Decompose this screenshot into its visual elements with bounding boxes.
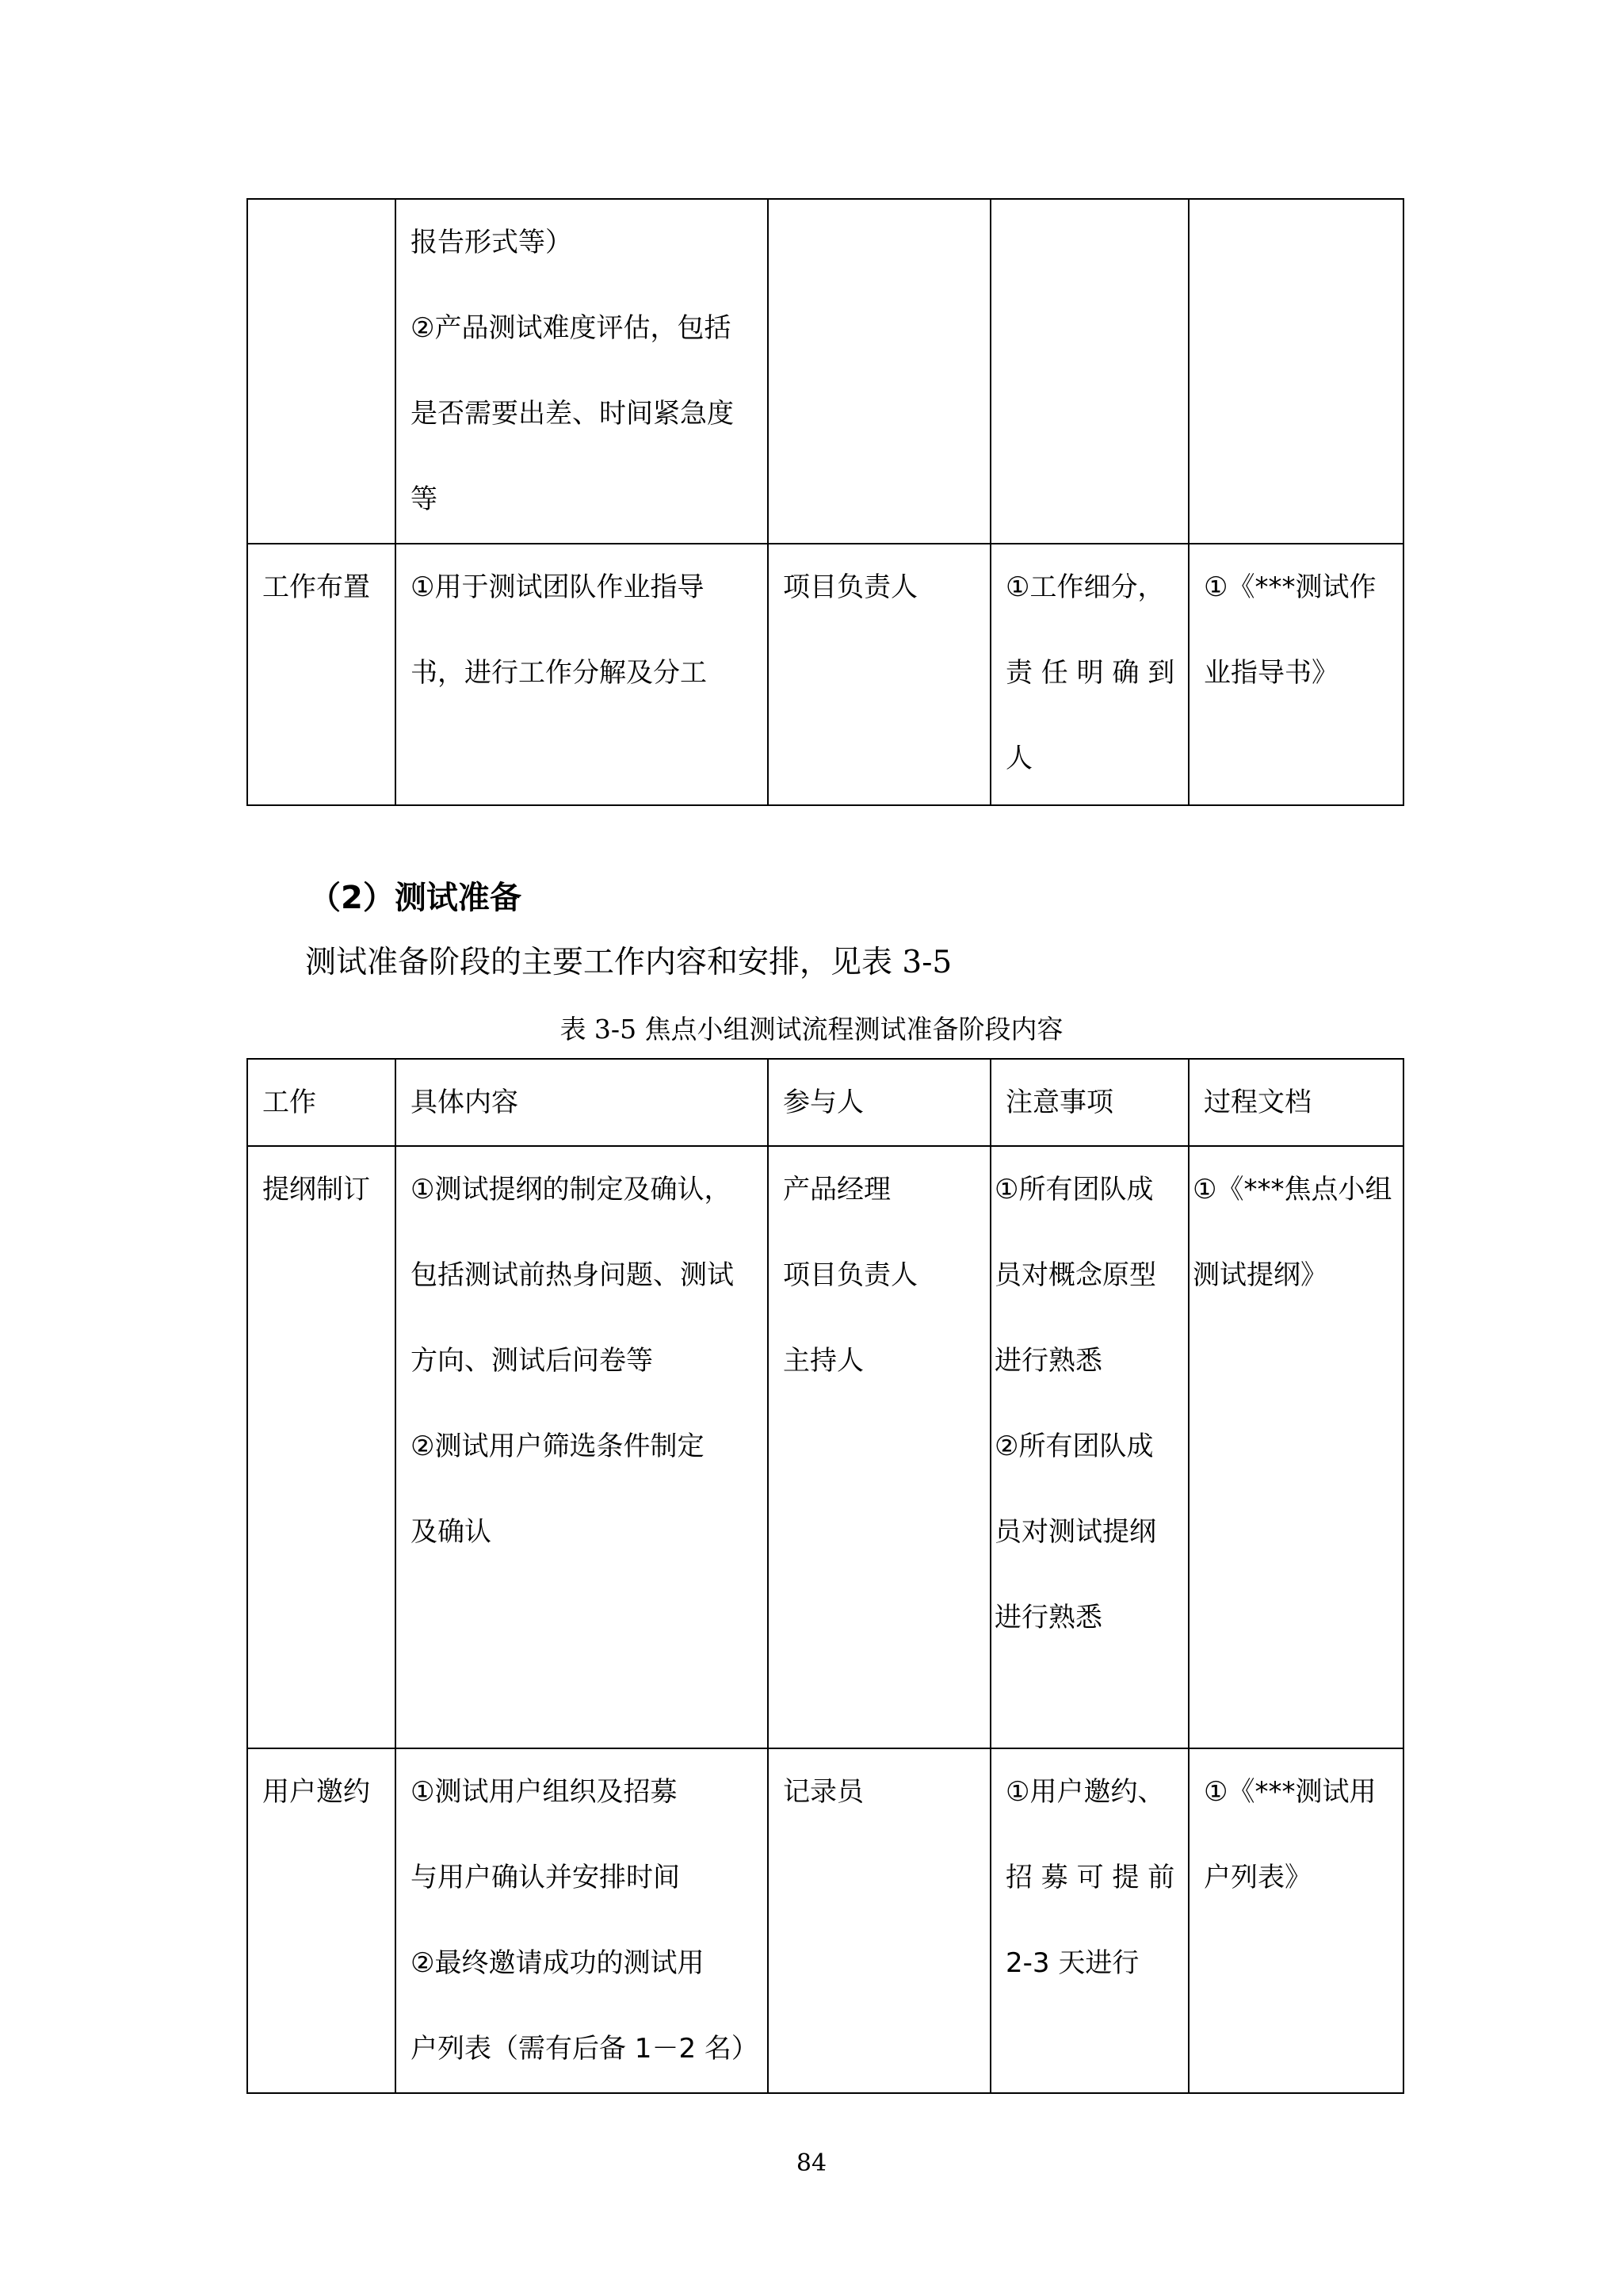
cell-line: 产品经理 xyxy=(783,1174,891,1205)
section-heading: （2）测试准备 xyxy=(309,880,521,916)
cell-line: ①工作细分， xyxy=(1006,571,1165,603)
table-row xyxy=(247,1748,1403,2093)
header-cell xyxy=(395,1059,768,1146)
cell-line: 项目负责人 xyxy=(783,1259,918,1291)
table-test-preparation xyxy=(246,1058,1404,2094)
header-label: 具体内容 xyxy=(411,1087,518,1118)
cell-line: ①测试提纲的制定及确认， xyxy=(411,1174,731,1205)
cell-line: 提纲制订 xyxy=(262,1174,370,1205)
cell-line: ①用户邀约、 xyxy=(1006,1776,1165,1808)
cell-line: 用户邀约 xyxy=(262,1776,370,1808)
cell-line: 员对概念原型 xyxy=(995,1259,1156,1291)
cell-line: 户列表（需有后备 1－2 名） xyxy=(411,2033,758,2065)
cell-line: ②最终邀请成功的测试用 xyxy=(411,1947,705,1979)
cell-line: ①《***测试作 xyxy=(1204,571,1377,603)
cell-content xyxy=(395,1748,768,2093)
cell-work xyxy=(247,1146,395,1748)
table-row xyxy=(247,199,1403,544)
cell-line: 是否需要出差、时间紧急度 xyxy=(411,398,734,430)
cell-work xyxy=(247,544,395,805)
cell-line: ②产品测试难度评估，包括 xyxy=(411,312,731,344)
header-cell xyxy=(991,1059,1189,1146)
cell-content xyxy=(395,544,768,805)
cell-content xyxy=(395,199,768,544)
cell-participants xyxy=(768,544,991,805)
cell-line: 及确认 xyxy=(411,1516,491,1548)
cell-line: 户列表》 xyxy=(1204,1862,1312,1893)
cell-notes xyxy=(991,199,1189,544)
header-label: 注意事项 xyxy=(1006,1087,1113,1118)
cell-notes xyxy=(991,1146,1189,1748)
cell-line: 报告形式等） xyxy=(411,227,572,258)
cell-line: 进行熟悉 xyxy=(995,1345,1102,1377)
page-number: 84 xyxy=(796,2149,827,2177)
cell-line: ②所有团队成 xyxy=(995,1431,1154,1462)
cell-participants xyxy=(768,199,991,544)
cell-line: 书，进行工作分解及分工 xyxy=(411,657,707,689)
cell-line: ①所有团队成 xyxy=(995,1174,1154,1205)
cell-work xyxy=(247,1748,395,2093)
table-header-row xyxy=(247,1059,1403,1146)
cell-line: 2-3 天进行 xyxy=(1006,1947,1140,1979)
cell-notes xyxy=(991,544,1189,805)
table-row xyxy=(247,544,1403,805)
header-label: 参与人 xyxy=(783,1087,864,1118)
cell-notes xyxy=(991,1748,1189,2093)
cell-participants xyxy=(768,1748,991,2093)
cell-line: 与用户确认并安排时间 xyxy=(411,1862,680,1893)
cell-line: 主持人 xyxy=(783,1345,864,1377)
cell-line: 员对测试提纲 xyxy=(995,1516,1156,1548)
header-cell xyxy=(768,1059,991,1146)
table-row xyxy=(247,1146,1403,1748)
cell-line: ①用于测试团队作业指导 xyxy=(411,571,705,603)
cell-line: 工作布置 xyxy=(262,571,370,603)
cell-line: 进行熟悉 xyxy=(995,1602,1102,1633)
cell-line: ②测试用户筛选条件制定 xyxy=(411,1431,705,1462)
cell-line: 责 任 明 确 到 xyxy=(1006,657,1175,689)
cell-docs xyxy=(1189,1748,1403,2093)
header-label: 工作 xyxy=(262,1087,316,1118)
header-cell xyxy=(1189,1059,1403,1146)
cell-participants xyxy=(768,1146,991,1748)
cell-content xyxy=(395,1146,768,1748)
cell-line: ①测试用户组织及招募 xyxy=(411,1776,678,1808)
cell-work xyxy=(247,199,395,544)
cell-line: 记录员 xyxy=(783,1776,864,1808)
cell-line: 项目负责人 xyxy=(783,571,918,603)
section-paragraph: 测试准备阶段的主要工作内容和安排，见表 3-5 xyxy=(305,945,953,980)
cell-docs xyxy=(1189,544,1403,805)
cell-line: 方向、测试后问卷等 xyxy=(411,1345,653,1377)
cell-line: ①《***测试用 xyxy=(1204,1776,1377,1808)
header-label: 过程文档 xyxy=(1204,1087,1312,1118)
cell-line: 测试提纲》 xyxy=(1193,1259,1327,1291)
table-caption: 表 3-5 焦点小组测试流程测试准备阶段内容 xyxy=(559,1014,1064,1045)
cell-line: 人 xyxy=(1006,743,1033,774)
cell-line: 招 募 可 提 前 xyxy=(1006,1862,1175,1893)
cell-line: 包括测试前热身问题、测试 xyxy=(411,1259,734,1291)
header-cell xyxy=(247,1059,395,1146)
table-work-plan-continued xyxy=(246,198,1404,806)
cell-docs xyxy=(1189,199,1403,544)
cell-docs xyxy=(1189,1146,1403,1748)
cell-line: 等 xyxy=(411,483,437,515)
cell-line: 业指导书》 xyxy=(1204,657,1338,689)
cell-line: ①《***焦点小组 xyxy=(1193,1174,1392,1205)
